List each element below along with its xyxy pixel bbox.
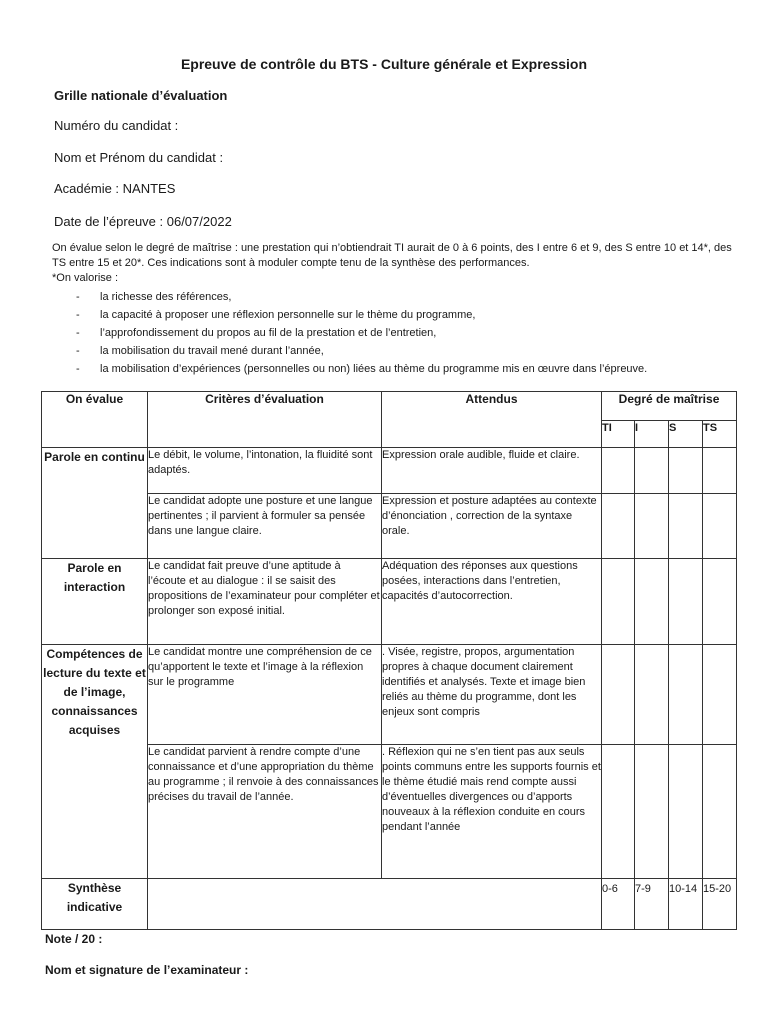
critere-cell: Le candidat parvient à rendre compte d’une connaissance et d’une appropriation du thème au programme ; il renvoie à des connaissances précises du travail de l’année. — [148, 745, 382, 879]
note-label: Note / 20 : — [45, 932, 103, 946]
table-row — [42, 448, 737, 494]
list-item: - la richesse des références, — [52, 288, 647, 306]
attendu-cell: Adéquation des réponses aux questions posées, interactions dans l’entretien, capacités d’autocorrection. — [382, 559, 602, 645]
score-cell-i[interactable] — [635, 745, 669, 879]
table-row — [42, 645, 737, 745]
critere-cell: Le candidat adopte une posture et une langue pertinentes ; il parvient à formuler sa pensée dans une langue claire. — [148, 494, 382, 559]
synthese-blank-cell — [148, 879, 602, 930]
bullet-dash: - — [76, 291, 80, 303]
score-cell-ts[interactable] — [703, 745, 737, 879]
list-item: - l’approfondissement du propos au fil de la prestation et de l’entretien, — [52, 324, 647, 342]
academie-field: Académie : NANTES — [54, 181, 176, 196]
critere-cell: Le candidat montre une compréhension de ce qu’apportent le texte et l’image à la réflexion sur le programme — [148, 645, 382, 745]
score-cell-s[interactable] — [669, 448, 703, 494]
attendu-cell: Expression et posture adaptées au contexte d’énonciation , correction de la syntaxe orale. — [382, 494, 602, 559]
bullet-dash: - — [76, 363, 80, 375]
header-level-ts: TS — [703, 421, 737, 448]
header-attendus: Attendus — [382, 392, 602, 448]
critere-cell: Le débit, le volume, l’intonation, la fluidité sont adaptés. — [148, 448, 382, 494]
list-item: - la capacité à proposer une réflexion personnelle sur le thème du programme, — [52, 306, 647, 324]
score-cell-ts[interactable] — [703, 559, 737, 645]
score-cell-i[interactable] — [635, 645, 669, 745]
candidate-name-field: Nom et Prénom du candidat : — [54, 150, 224, 165]
grid-subtitle: Grille nationale d’évaluation — [54, 88, 228, 103]
category-parole-continu: Parole en continu — [42, 448, 148, 559]
synthese-row — [42, 879, 737, 930]
header-level-s: S — [669, 421, 703, 448]
header-criteres: Critères d’évaluation — [148, 392, 382, 448]
bullet-dash: - — [76, 309, 80, 321]
synthese-label: Synthèse indicative — [42, 879, 148, 930]
category-parole-interaction: Parole en interaction — [42, 559, 148, 645]
valorise-list — [52, 288, 647, 378]
list-item: - la mobilisation d’expériences (personnelles ou non) liées au thème du programme mis en œuvre dans l’épreuve. — [52, 360, 647, 378]
list-item: - la mobilisation du travail mené durant l’année, — [52, 342, 647, 360]
score-cell-ti[interactable] — [602, 494, 635, 559]
table-row — [42, 559, 737, 645]
score-cell-ts[interactable] — [703, 494, 737, 559]
synthese-range-ti: 0-6 — [602, 879, 635, 930]
score-cell-ti[interactable] — [602, 448, 635, 494]
synthese-range-s: 10-14 — [669, 879, 703, 930]
score-cell-ts[interactable] — [703, 645, 737, 745]
score-cell-i[interactable] — [635, 559, 669, 645]
header-level-i: I — [635, 421, 669, 448]
header-level-ti: TI — [602, 421, 635, 448]
header-degre: Degré de maîtrise — [602, 392, 737, 421]
category-competences-lecture: Compétences de lecture du texte et de l’image, connaissances acquises — [42, 645, 148, 879]
synthese-range-ts: 15-20 — [703, 879, 737, 930]
valorise-label: *On valorise : — [52, 272, 119, 284]
score-cell-ts[interactable] — [703, 448, 737, 494]
critere-cell: Le candidat fait preuve d’une aptitude à l’écoute et au dialogue : il se saisit des propositions de l’examinateur pour compléter et prolonger son exposé initial. — [148, 559, 382, 645]
score-cell-i[interactable] — [635, 494, 669, 559]
score-cell-s[interactable] — [669, 494, 703, 559]
header-row — [42, 392, 737, 421]
score-cell-s[interactable] — [669, 645, 703, 745]
attendu-cell: . Visée, registre, propos, argumentation propres à chaque document clairement identifiés et analysés. Texte et image bien reliés au thème du programme, dont les enjeux sont compris — [382, 645, 602, 745]
candidate-number-field: Numéro du candidat : — [54, 118, 179, 133]
bullet-dash: - — [76, 327, 80, 339]
header-on-evalue: On évalue — [42, 392, 148, 448]
document-title: Epreuve de contrôle du BTS - Culture générale et Expression — [180, 56, 588, 72]
score-cell-ti[interactable] — [602, 745, 635, 879]
evaluation-grid — [41, 391, 737, 930]
score-cell-i[interactable] — [635, 448, 669, 494]
score-cell-ti[interactable] — [602, 559, 635, 645]
score-cell-s[interactable] — [669, 559, 703, 645]
intro-paragraph — [52, 241, 742, 286]
score-cell-ti[interactable] — [602, 645, 635, 745]
synthese-range-i: 7-9 — [635, 879, 669, 930]
exam-date-field: Date de l’épreuve : 06/07/2022 — [54, 214, 232, 229]
attendu-cell: Expression orale audible, fluide et claire. — [382, 448, 602, 494]
intro-text: On évalue selon le degré de maîtrise : une prestation qui n’obtiendrait TI aurait de 0 à 6 points, des I entre 6 et 9, des S entre 10 et 14*, des TS entre 15 et 20*. Ces indications sont à moduler compte tenu de la synthèse des performances. — [52, 242, 732, 269]
examiner-signature-label: Nom et signature de l’examinateur : — [45, 963, 249, 977]
attendu-cell: . Réflexion qui ne s’en tient pas aux seuls points communs entre les supports fournis et le thème étudié mais rend compte aussi d’éventuelles divergences ou d’apports nouveaux à la réflexion conduite en cours pendant l’année — [382, 745, 602, 879]
bullet-dash: - — [76, 345, 80, 357]
score-cell-s[interactable] — [669, 745, 703, 879]
